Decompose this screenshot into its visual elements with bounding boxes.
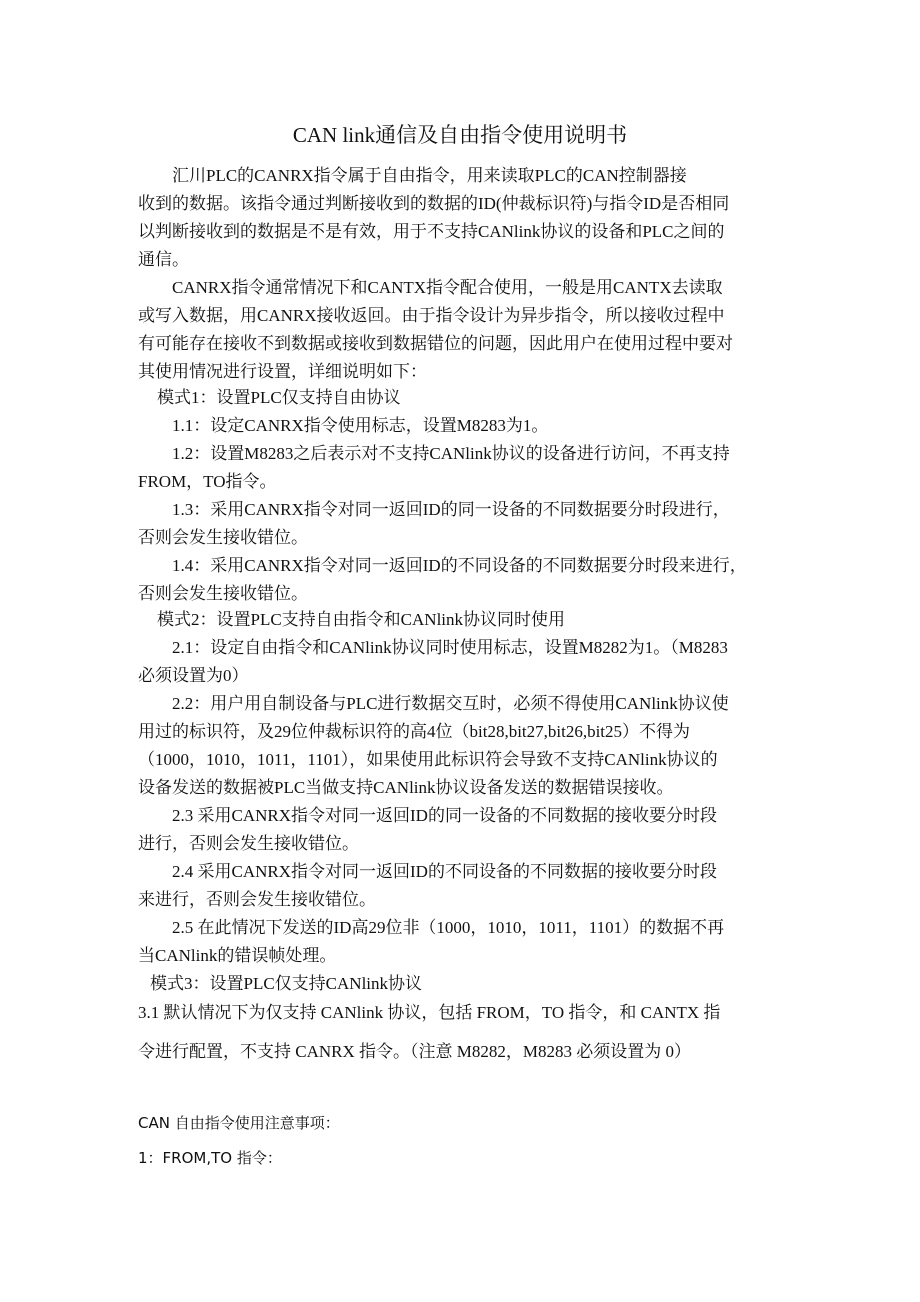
paragraph-line: 设备发送的数据被PLC当做支持CANlink协议设备发送的数据错误接收。 — [138, 778, 674, 797]
paragraph-line: 1.3：采用CANRX指令对同一返回ID的同一设备的不同数据要分时段进行， — [172, 500, 730, 519]
paragraph-line: 否则会发生接收错位。 — [138, 528, 308, 547]
paragraph-line: 用过的标识符，及29位仲裁标识符的高4位（bit28,bit27,bit26,bit25）不得为 — [138, 722, 691, 741]
paragraph-line: 其使用情况进行设置，详细说明如下： — [138, 362, 427, 381]
paragraph-line: 有可能存在接收不到数据或接收到数据错位的问题，因此用户在使用过程中要对 — [138, 334, 733, 353]
paragraph-line: 3.1 默认情况下为仅支持 CANlink 协议，包括 FROM，TO 指令，和 CANTX 指 — [138, 1003, 721, 1022]
paragraph-line: 1.4：采用CANRX指令对同一返回ID的不同设备的不同数据要分时段来进行， — [172, 556, 747, 575]
section-heading-mode-3: 模式3：设置PLC仅支持CANlink协议 — [150, 974, 423, 993]
paragraph-line: （1000，1010，1011，1101），如果使用此标识符会导致不支持CANlink协议的 — [138, 750, 718, 769]
paragraph-line: 必须设置为0） — [138, 666, 249, 685]
notes-heading: CAN 自由指令使用注意事项： — [138, 1114, 340, 1132]
paragraph-line: 令进行配置，不支持 CANRX 指令。（注意 M8282，M8283 必须设置为 0） — [138, 1042, 691, 1061]
section-heading-mode-1: 模式1：设置PLC仅支持自由协议 — [157, 388, 401, 407]
paragraph-line: 2.2：用户用自制设备与PLC进行数据交互时，必须不得使用CANlink协议使 — [172, 694, 729, 713]
paragraph-line: 1.1：设定CANRX指令使用标志，设置M8283为1。 — [172, 416, 549, 435]
paragraph-line: 收到的数据。该指令通过判断接收到的数据的ID(仲裁标识符)与指令ID是否相同 — [138, 194, 730, 213]
paragraph-line: 进行，否则会发生接收错位。 — [138, 834, 359, 853]
paragraph-line: 1.2：设置M8283之后表示对不支持CANlink协议的设备进行访问，不再支持 — [172, 444, 730, 463]
paragraph-line: 以判断接收到的数据是不是有效，用于不支持CANlink协议的设备和PLC之间的 — [138, 222, 725, 241]
paragraph-line: 2.1：设定自由指令和CANlink协议同时使用标志，设置M8282为1。（M8283 — [172, 638, 728, 657]
notes-item: 1：FROM,TO 指令： — [138, 1149, 282, 1167]
paragraph-line: CANRX指令通常情况下和CANTX指令配合使用，一般是用CANTX去读取 — [172, 278, 723, 297]
paragraph-line: 当CANlink的错误帧处理。 — [138, 946, 337, 965]
paragraph-line: 2.4 采用CANRX指令对同一返回ID的不同设备的不同数据的接收要分时段 — [172, 862, 717, 881]
paragraph-line: 来进行，否则会发生接收错位。 — [138, 890, 376, 909]
paragraph-line: 汇川PLC的CANRX指令属于自由指令，用来读取PLC的CAN控制器接 — [172, 166, 687, 185]
section-heading-mode-2: 模式2：设置PLC支持自由指令和CANlink协议同时使用 — [157, 610, 566, 629]
paragraph-line: 通信。 — [138, 250, 189, 269]
paragraph-line: 2.3 采用CANRX指令对同一返回ID的同一设备的不同数据的接收要分时段 — [172, 806, 717, 825]
paragraph-line: 否则会发生接收错位。 — [138, 584, 308, 603]
paragraph-line: FROM，TO指令。 — [138, 472, 277, 491]
document-title: CAN link通信及自由指令使用说明书 — [292, 123, 628, 147]
paragraph-line: 2.5 在此情况下发送的ID高29位非（1000，1010，1011，1101）的数据不再 — [172, 918, 725, 937]
paragraph-line: 或写入数据，用CANRX接收返回。由于指令设计为异步指令，所以接收过程中 — [138, 306, 725, 325]
